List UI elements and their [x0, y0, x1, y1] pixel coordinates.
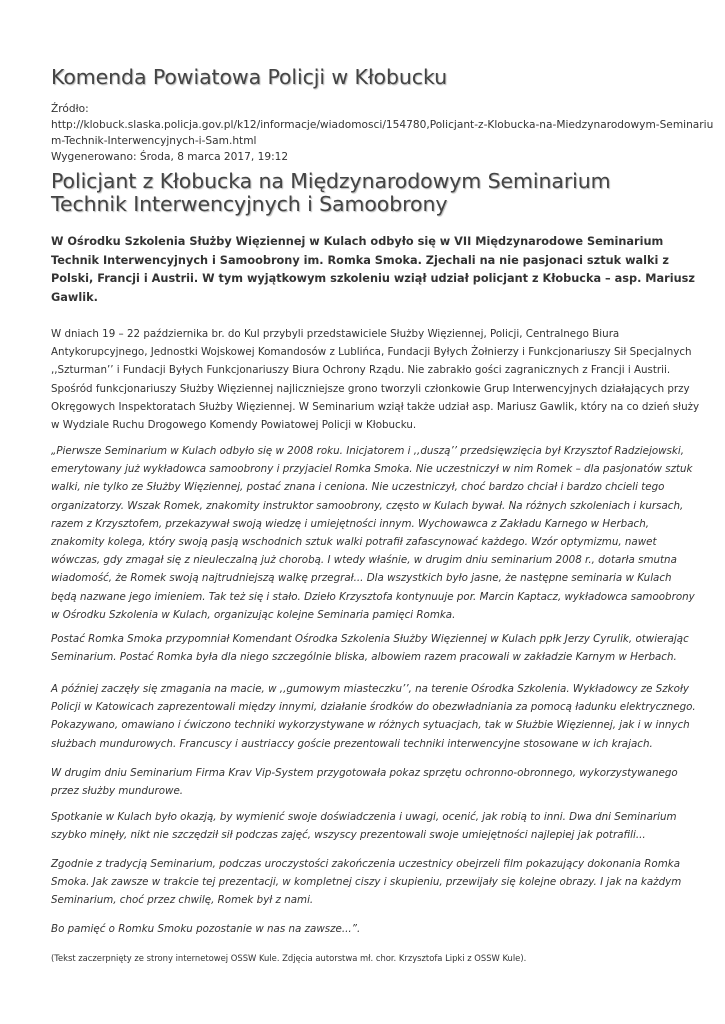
source-block: [51, 101, 714, 165]
paragraph-line: znakomity kolega, który swoją pasją wschodnich sztuk walki potrafił zafascynować każdego. Wzór optymizmu, nawet: [51, 536, 657, 549]
body-paragraph-6: [51, 808, 675, 844]
paragraph-line: razem z Krzysztofem, przekazywał swoją wiedzę i umiejętności innym. Wychowawca z Zakładu Karnego w Herbach,: [51, 517, 649, 530]
body-paragraph-5: [51, 764, 678, 800]
body-paragraph-1: [51, 325, 700, 434]
paragraph-line: w Wydziale Ruchu Drogowego Komendy Powiatowej Policji w Kłobucku.: [51, 419, 417, 432]
source-label: Źródło:: [51, 103, 89, 115]
source-url-line-2[interactable]: m-Technik-Interwencyjnych-i-Sam.html: [51, 135, 257, 147]
paragraph-line: szybko minęły, nikt nie szczędził sił podczas zajęć, wszyscy prezentowali swoje umiejętności najlepiej jak potrafili...: [51, 829, 646, 842]
paragraph-line: Seminarium. Postać Romka była dla niego szczególnie bliska, albowiem razem pracowali w zakładzie Karnym w Herbach.: [51, 651, 677, 664]
paragraph-line: wiadomość, że Romek swoją najtrudniejszą walkę przegrał... Dla wszystkich było jasne, że następne seminaria w Kulach: [51, 572, 672, 585]
photo-credit: (Tekst zaczerpnięty ze strony internetowej OSSW Kule. Zdjęcia autorstwa mł. chor. Krzysztofa Lipki z OSSW Kule).: [51, 953, 527, 963]
paragraph-line: Postać Romka Smoka przypomniał Komendant Ośrodka Szkolenia Służby Więziennej w Kulach ppłk Jerzy Cyrulik, otwierając: [51, 633, 689, 645]
source-url-line-1[interactable]: http://klobuck.slaska.policja.gov.pl/k12/informacje/wiadomosci/154780,Policjant-z-Klobucka-na-Miedzynarodowym-Seminariu: [51, 119, 714, 131]
generated-date: Wygenerowano: Środa, 8 marca 2017, 19:12: [51, 151, 289, 163]
paragraph-line: walki, nie tylko ze Służby Więziennej, postać znana i ceniona. Nie uczestniczył, choć bardzo chciał i bardzo chcieli tego: [51, 481, 665, 494]
paragraph-line: Okręgowych Inspektoratach Służby Więziennej. W Seminarium wziął także udział asp. Mariusz Gawlik, który na co dzień służy: [51, 400, 700, 413]
lead-line: Gawlik.: [51, 290, 98, 304]
lead-line: Technik Interwencyjnych i Samoobrony im. Romka Smoka. Zjechali na nie pasjonaci sztuk walki z: [51, 253, 669, 267]
article-title: [51, 170, 611, 216]
paragraph-line: W dniach 19 – 22 października br. do Kul przybyli przedstawiciele Służby Więziennej, Policji, Centralnego Biura: [51, 328, 620, 340]
paragraph-line: organizatorzy. Wszak Romek, znakomity instruktor samoobrony, często w Kulach bywał. Na różnych szkoleniach i kursach,: [51, 499, 684, 512]
paragraph-line: będą nazwane jego imieniem. Tak też się i stało. Dzieło Krzysztofa kontynuuje por. Marcin Kaptacz, wykładowca samoobrony: [51, 590, 695, 603]
article-lead: [51, 233, 695, 307]
paragraph-line: Zgodnie z tradycją Seminarium, podczas uroczystości zakończenia uczestnicy obejrzeli film pokazujący dokonania Romka: [51, 858, 681, 870]
paragraph-line: „Pierwsze Seminarium w Kulach odbyło się w 2008 roku. Inicjatorem i ,,duszą’’ przedsięwzięcia był Krzysztof Radziejowski,: [51, 445, 685, 457]
paragraph-line: emerytowany już wykładowca samoobrony i przyjaciel Romka Smoka. Nie uczestniczył w nim Romek – dla pasjonatów sztuk: [51, 463, 693, 476]
paragraph-line: A później zaczęły się zmagania na macie, w ,,gumowym miasteczku’’, na terenie Ośrodka Szkolenia. Wykładowcy ze Szkoły: [51, 683, 689, 695]
paragraph-line: Smoka. Jak zawsze w trakcie tej prezentacji, w kompletnej ciszy i skupieniu, przewijały się kolejne obrazy. I jak na każdym: [51, 876, 682, 889]
paragraph-line: przez służby mundurowe.: [51, 785, 184, 798]
body-paragraph-8: [51, 920, 675, 938]
paragraph-line: ,,Szturman’’ i Fundacji Byłych Funkcjonariuszy Biura Ochrony Rządu. Nie zabrakło gości zagranicznych z Francji i Austrii.: [51, 364, 671, 377]
site-title: Komenda Powiatowa Policji w Kłobucku: [51, 65, 448, 89]
article-title-line: Technik Interwencyjnych i Samoobrony: [51, 192, 448, 216]
paragraph-line: Seminarium, choć przez chwilę, Romek był z nami.: [51, 894, 314, 907]
paragraph-line: w Ośrodku Szkolenia w Kulach, organizując kolejne Seminaria pamięci Romka.: [51, 608, 456, 621]
paragraph-line: służbach mundurowych. Francuscy i austriaccy goście prezentowali techniki interwencyjne stosowane w ich krajach.: [51, 737, 653, 750]
body-paragraph-7: [51, 855, 682, 910]
body-paragraph-4: [51, 680, 696, 753]
paragraph-line: Pokazywano, omawiano i ćwiczono techniki wykorzystywane w różnych sytuacjach, tak w Służbie Więziennej, jak i w innych: [51, 719, 690, 732]
paragraph-line: W drugim dniu Seminarium Firma Krav Vip-System przygotowała pokaz sprzętu ochronno-obronnego, wykorzystywanego: [51, 767, 678, 779]
paragraph-line: Spośród funkcjonariuszy Służby Więziennej najliczniejsze grono tworzyli członkowie Grup Interwencyjnych działających przy: [51, 382, 690, 395]
paragraph-line: Antykorupcyjnego, Jednostki Wojskowej Komandosów z Lublińca, Fundacji Byłych Żołnierzy i Funkcjonariuszy Sił Specjalnych: [51, 346, 692, 359]
paragraph-line: Bo pamięć o Romku Smoku pozostanie w nas na zawsze...”.: [51, 923, 361, 935]
body-paragraph-3: [51, 630, 689, 666]
body-paragraph-2: [51, 442, 695, 624]
lead-line: W Ośrodku Szkolenia Służby Więziennej w Kulach odbyło się w VII Międzynarodowe Seminarium: [51, 235, 664, 248]
lead-line: Polski, Francji i Austrii. W tym wyjątkowym szkoleniu wziął udział policjant z Kłobucka – asp. Mariusz: [51, 272, 695, 285]
paragraph-line: wówczas, gdy zmagał się z nieuleczalną już chorobą. I wtedy właśnie, w drugim dniu seminarium 2008 r., dotarła smutna: [51, 554, 677, 567]
paragraph-line: Spotkanie w Kulach było okazją, by wymienić swoje doświadczenia i uwagi, ocenić, jak robią to inni. Dwa dni Seminarium: [51, 811, 677, 823]
article-title-line: Policjant z Kłobucka na Międzynarodowym Seminarium: [51, 169, 611, 193]
paragraph-line: Policji w Katowicach zaprezentowali między innymi, działanie środków do obezwładniania za pomocą ładunku elektrycznego.: [51, 701, 696, 714]
